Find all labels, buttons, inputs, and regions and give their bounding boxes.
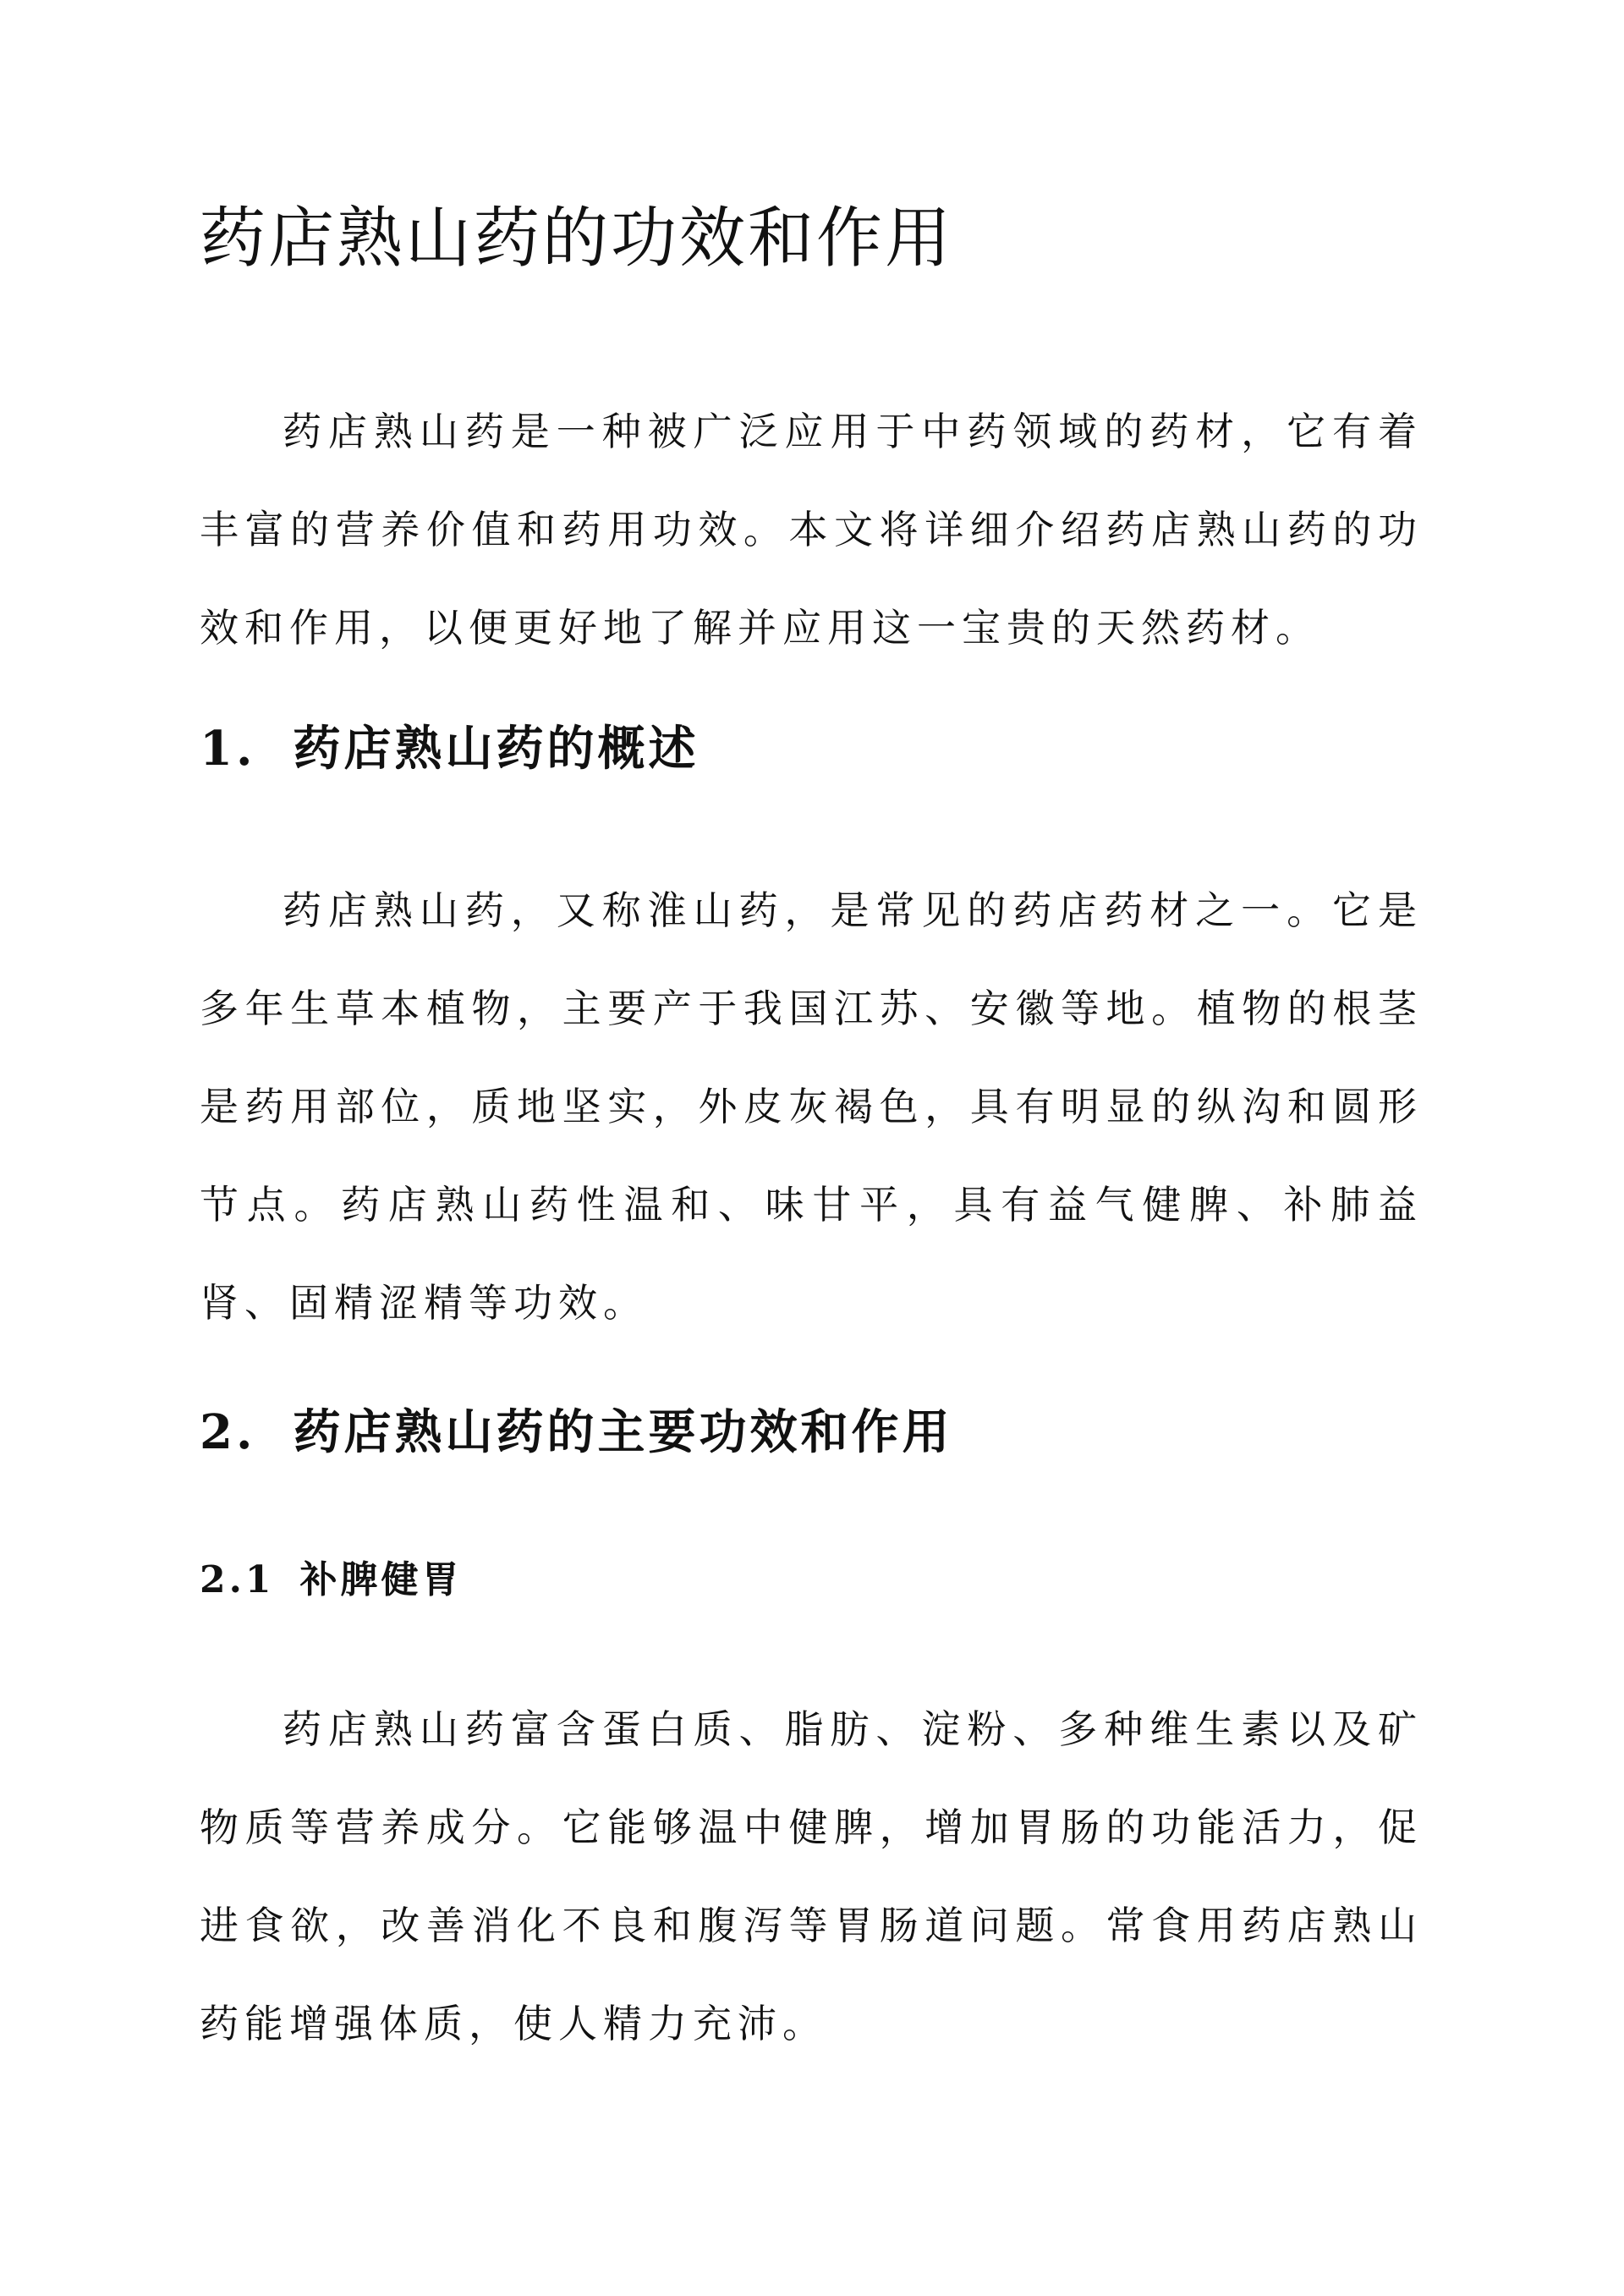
section-1-number: 1.	[200, 721, 256, 777]
document-title: 药店熟山药的功效和作用	[200, 200, 954, 277]
subsection-2-1-heading	[200, 1558, 463, 1603]
subsection-2-1-title: 补脾健胃	[299, 1558, 463, 1601]
section-2-number: 2.	[200, 1404, 256, 1460]
intro-paragraph: 药店熟山药是一种被广泛应用于中药领域的药材，它有着丰富的营养价值和药用功效。本文将详细介绍药店熟山药的功效和作用，以便更好地了解并应用这一宝贵的天然药材。	[200, 409, 1423, 651]
section-1-heading	[200, 721, 699, 777]
section-1-title: 药店熟山药的概述	[293, 721, 700, 777]
subsection-2-1-number: 2.1	[200, 1558, 275, 1601]
subsection-2-1-paragraph: 药店熟山药富含蛋白质、脂肪、淀粉、多种维生素以及矿物质等营养成分。它能够温中健脾，增加胃肠的功能活力，促进食欲，改善消化不良和腹泻等胃肠道问题。常食用药店熟山药能增强体质，使人精力充沛。	[200, 1706, 1423, 2046]
section-2-heading	[200, 1404, 952, 1461]
section-1-paragraph: 药店熟山药，又称淮山药，是常见的药店药材之一。它是多年生草本植物，主要产于我国江苏、安徽等地。植物的根茎是药用部位，质地坚实，外皮灰褐色，具有明显的纵沟和圆形节点。药店熟山药性温和、味甘平，具有益气健脾、补肺益肾、固精涩精等功效。	[200, 887, 1423, 1326]
section-2-title: 药店熟山药的主要功效和作用	[293, 1404, 953, 1460]
